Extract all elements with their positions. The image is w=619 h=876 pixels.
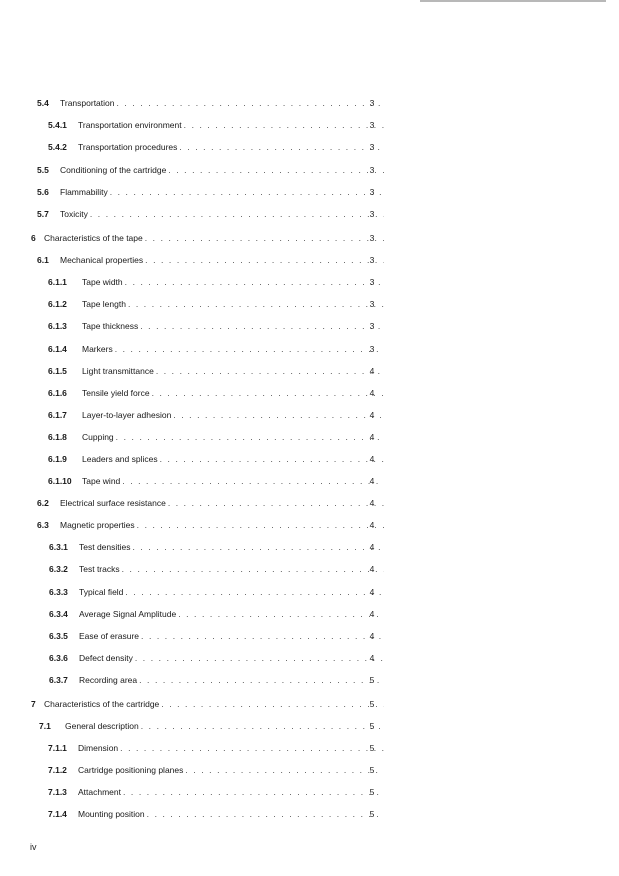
toc-entry (0, 386, 619, 400)
toc-entry (0, 607, 619, 621)
toc-page: 4 (369, 476, 375, 486)
toc-number: 6.1.1 (48, 277, 67, 287)
toc-entry (0, 163, 619, 177)
leader-dots (160, 452, 384, 466)
toc-page: 3 (369, 344, 375, 354)
leader-dots (141, 629, 384, 643)
toc-number: 6.2 (37, 498, 49, 508)
toc-page: 5 (369, 765, 375, 775)
toc-number: 6.1.10 (48, 476, 72, 486)
toc-page: 3 (369, 165, 375, 175)
toc-page: 5 (369, 675, 375, 685)
toc-entry (0, 474, 619, 488)
toc-page: 4 (369, 564, 375, 574)
leader-dots (133, 540, 385, 554)
toc-title: Transportation environment (78, 120, 182, 130)
toc-page: 4 (369, 609, 375, 619)
toc-title: Transportation (60, 98, 115, 108)
toc-number: 6.1.2 (48, 299, 67, 309)
toc-title: Test densities (79, 542, 131, 552)
toc-page: 3 (369, 209, 375, 219)
toc-entry (0, 275, 619, 289)
leader-dots (161, 697, 384, 711)
toc-entry (0, 140, 619, 154)
toc-page: 3 (369, 255, 375, 265)
leader-dots (168, 163, 384, 177)
toc-number: 7.1.4 (48, 809, 67, 819)
toc-page: 3 (369, 142, 375, 152)
top-rule (420, 0, 606, 2)
toc-number: 7.1.1 (48, 743, 67, 753)
toc-title: Markers (82, 344, 113, 354)
leader-dots (141, 719, 384, 733)
toc-entry (0, 185, 619, 199)
toc-entry (0, 364, 619, 378)
toc-page: 3 (369, 277, 375, 287)
leader-dots (168, 496, 384, 510)
toc-entry (0, 118, 619, 132)
toc-title: Ease of erasure (79, 631, 140, 641)
toc-title: Flammability (60, 187, 108, 197)
leader-dots (173, 408, 384, 422)
leader-dots (115, 342, 384, 356)
toc-title: Cupping (82, 432, 114, 442)
toc-title: Magnetic properties (60, 520, 135, 530)
toc-page: 4 (369, 432, 375, 442)
toc-entry (0, 96, 619, 110)
toc-page: 4 (369, 587, 375, 597)
toc-number: 5.4 (37, 98, 49, 108)
toc-page: 3 (369, 98, 375, 108)
toc-entry (0, 763, 619, 777)
leader-dots (123, 785, 384, 799)
toc-title: Dimension (78, 743, 119, 753)
toc-number: 6.1.8 (48, 432, 67, 442)
leader-dots (90, 207, 384, 221)
leader-dots (122, 474, 384, 488)
toc-entry (0, 319, 619, 333)
toc-title: Average Signal Amplitude (79, 609, 177, 619)
leader-dots (178, 607, 384, 621)
leader-dots (184, 118, 384, 132)
toc-entry (0, 253, 619, 267)
toc-title: Recording area (79, 675, 138, 685)
toc-title: Tensile yield force (82, 388, 150, 398)
toc-page: 5 (369, 721, 375, 731)
leader-dots (152, 386, 384, 400)
leader-dots (116, 430, 384, 444)
toc-title: Characteristics of the tape (44, 233, 143, 243)
toc-entry (0, 452, 619, 466)
toc-number: 6.1.5 (48, 366, 67, 376)
toc-entry (0, 807, 619, 821)
toc-entry (0, 408, 619, 422)
toc-number: 7.1.2 (48, 765, 67, 775)
toc-entry (0, 697, 619, 711)
toc-title: Characteristics of the cartridge (44, 699, 160, 709)
toc-entry (0, 297, 619, 311)
toc-number: 6.3.1 (49, 542, 68, 552)
toc-number: 5.4.1 (48, 120, 67, 130)
toc-number: 6.3.6 (49, 653, 68, 663)
leader-dots (122, 562, 384, 576)
toc-title: Electrical surface resistance (60, 498, 166, 508)
toc-entry (0, 562, 619, 576)
toc-entry (0, 651, 619, 665)
toc-title: Mounting position (78, 809, 145, 819)
toc-entry (0, 496, 619, 510)
leader-dots (147, 807, 384, 821)
leader-dots (185, 763, 384, 777)
toc-number: 7.1 (39, 721, 51, 731)
toc-page: 3 (369, 120, 375, 130)
toc-title: Light transmittance (82, 366, 154, 376)
toc-entry (0, 585, 619, 599)
leader-dots (179, 140, 384, 154)
toc-number: 6.3.5 (49, 631, 68, 641)
toc-number: 5.5 (37, 165, 49, 175)
leader-dots (125, 275, 384, 289)
toc-page: 5 (369, 743, 375, 753)
toc-number: 6.1.9 (48, 454, 67, 464)
toc-number: 6.3 (37, 520, 49, 530)
toc-number: 6.1.4 (48, 344, 67, 354)
toc-title: Tape length (82, 299, 126, 309)
toc-title: General description (65, 721, 139, 731)
leader-dots (125, 585, 384, 599)
toc-page: 4 (369, 653, 375, 663)
leader-dots (135, 651, 384, 665)
toc-entry (0, 430, 619, 444)
toc-number: 6.1.3 (48, 321, 67, 331)
leader-dots (145, 253, 384, 267)
page-number: iv (30, 842, 37, 852)
toc-page: 5 (369, 809, 375, 819)
toc-entry (0, 629, 619, 643)
toc-entry (0, 342, 619, 356)
toc-title: Toxicity (60, 209, 88, 219)
toc-page: 4 (369, 631, 375, 641)
toc-number: 6.3.2 (49, 564, 68, 574)
toc-number: 5.4.2 (48, 142, 67, 152)
toc-title: Tape thickness (82, 321, 139, 331)
toc-number: 7.1.3 (48, 787, 67, 797)
toc-entry (0, 518, 619, 532)
toc-title: Leaders and splices (82, 454, 158, 464)
toc-page: 4 (369, 410, 375, 420)
leader-dots (140, 319, 384, 333)
toc-title: Test tracks (79, 564, 120, 574)
toc-page: 3 (369, 233, 375, 243)
toc-number: 6.3.7 (49, 675, 68, 685)
leader-dots (145, 231, 384, 245)
toc-title: Typical field (79, 587, 124, 597)
toc-page: 3 (369, 299, 375, 309)
toc-number: 6.3.4 (49, 609, 68, 619)
leader-dots (156, 364, 384, 378)
toc-page: 4 (369, 520, 375, 530)
leader-dots (128, 297, 384, 311)
toc-title: Tape width (82, 277, 123, 287)
toc-entry (0, 785, 619, 799)
toc-number: 6.3.3 (49, 587, 68, 597)
toc-entry (0, 741, 619, 755)
toc-page: 5 (369, 787, 375, 797)
toc-title: Cartridge positioning planes (78, 765, 184, 775)
toc-number: 5.7 (37, 209, 49, 219)
toc-title: Conditioning of the cartridge (60, 165, 167, 175)
toc-page: 3 (369, 187, 375, 197)
toc-number: 6 (31, 233, 36, 243)
toc-number: 6.1 (37, 255, 49, 265)
toc-number: 6.1.6 (48, 388, 67, 398)
toc-page: 5 (369, 699, 375, 709)
toc-title: Mechanical properties (60, 255, 144, 265)
toc-entry (0, 673, 619, 687)
toc-entry (0, 540, 619, 554)
toc-title: Attachment (78, 787, 121, 797)
toc-title: Transportation procedures (78, 142, 178, 152)
toc-number: 6.1.7 (48, 410, 67, 420)
toc-page: 4 (369, 454, 375, 464)
toc-title: Layer-to-layer adhesion (82, 410, 172, 420)
toc-page: 4 (369, 366, 375, 376)
toc-number: 5.6 (37, 187, 49, 197)
toc-page: 4 (369, 498, 375, 508)
toc-page: 3 (369, 321, 375, 331)
toc-entry (0, 231, 619, 245)
toc-page: 4 (369, 388, 375, 398)
toc-number: 7 (31, 699, 36, 709)
leader-dots (117, 96, 385, 110)
leader-dots (137, 518, 384, 532)
leader-dots (110, 185, 384, 199)
toc-title: Tape wind (82, 476, 121, 486)
leader-dots (120, 741, 384, 755)
toc-title: Defect density (79, 653, 133, 663)
toc-page: 4 (369, 542, 375, 552)
toc-entry (0, 719, 619, 733)
toc-entry (0, 207, 619, 221)
leader-dots (139, 673, 384, 687)
